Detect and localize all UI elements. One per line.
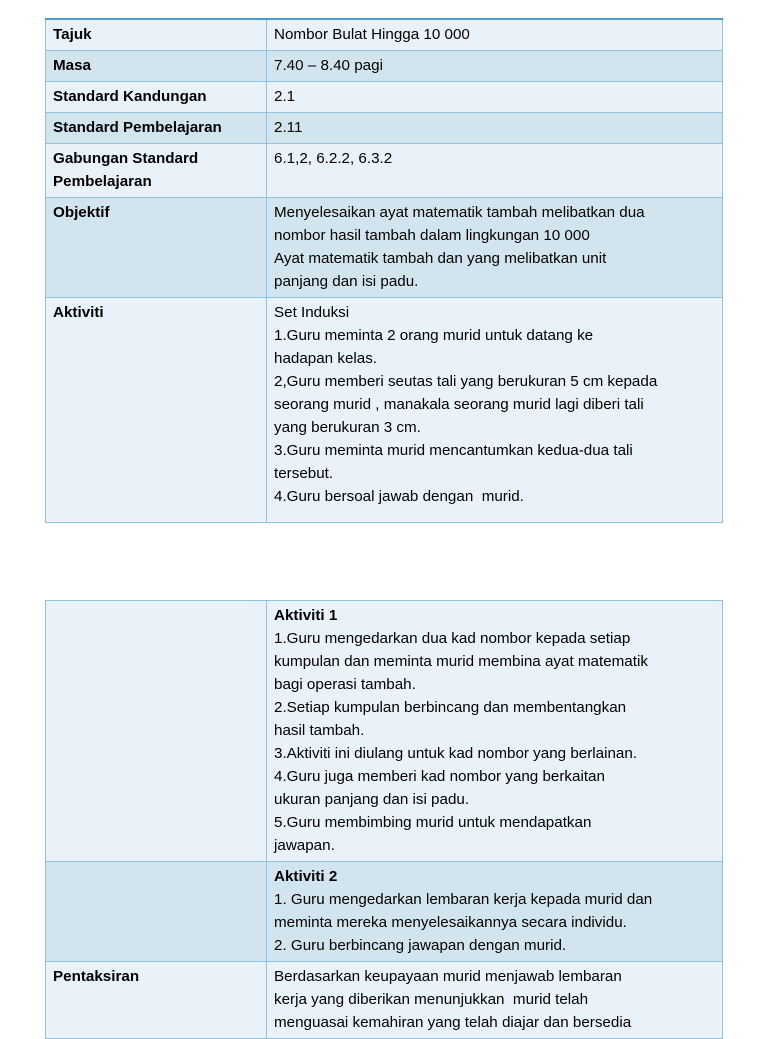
- row-value: [267, 601, 723, 862]
- activity-title: Aktiviti 1: [274, 607, 338, 624]
- value-line: nombor hasil tambah dalam lingkungan 10 000: [274, 227, 590, 244]
- value-line: Set Induksi: [274, 304, 350, 321]
- row-value: [267, 113, 723, 144]
- table-row-objektif: [46, 198, 723, 298]
- value-line: Nombor Bulat Hingga 10 000: [274, 26, 470, 43]
- label-line: Pembelajaran: [53, 173, 152, 190]
- value-line: hasil tambah.: [274, 722, 365, 739]
- value-line: 1. Guru mengedarkan lembaran kerja kepada murid dan: [274, 891, 653, 908]
- table-row-gabungan-standard: [46, 144, 723, 198]
- value-line: 4.Guru juga memberi kad nombor yang berkaitan: [274, 768, 605, 785]
- value-line: 3.Guru meminta murid mencantumkan kedua-dua tali: [274, 442, 633, 459]
- row-value: [267, 51, 723, 82]
- value-line: 1.Guru mengedarkan dua kad nombor kepada setiap: [274, 630, 631, 647]
- row-value: [267, 198, 723, 298]
- value-line: 2. Guru berbincang jawapan dengan murid.: [274, 937, 567, 954]
- row-label: Objektif: [46, 198, 267, 298]
- value-line: 2.Setiap kumpulan berbincang dan membentangkan: [274, 699, 627, 716]
- value-line: Menyelesaikan ayat matematik tambah melibatkan dua: [274, 204, 645, 221]
- row-label: Standard Pembelajaran: [46, 113, 267, 144]
- row-label: [46, 862, 267, 962]
- table-row-standard-kandungan: [46, 82, 723, 113]
- value-line: kerja yang diberikan menunjukkan murid telah: [274, 991, 589, 1008]
- value-line: menguasai kemahiran yang telah diajar dan bersedia: [274, 1014, 632, 1031]
- value-line: tersebut.: [274, 465, 334, 482]
- table-row-pentaksiran: [46, 962, 723, 1039]
- row-label: [46, 601, 267, 862]
- row-label: Aktiviti: [46, 298, 267, 523]
- value-line: 5.Guru membimbing murid untuk mendapatkan: [274, 814, 592, 831]
- value-line: 3.Aktiviti ini diulang untuk kad nombor yang berlainan.: [274, 745, 638, 762]
- row-label: Tajuk: [46, 19, 267, 51]
- table-row-masa: [46, 51, 723, 82]
- value-line: ukuran panjang dan isi padu.: [274, 791, 470, 808]
- table-row-standard-pembelajaran: [46, 113, 723, 144]
- value-line: 6.1,2, 6.2.2, 6.3.2: [274, 150, 393, 167]
- value-line: bagi operasi tambah.: [274, 676, 416, 693]
- table-row-aktiviti-2: [46, 862, 723, 962]
- value-line: 1.Guru meminta 2 orang murid untuk datang ke: [274, 327, 594, 344]
- row-label: [46, 144, 267, 198]
- value-line: Ayat matematik tambah dan yang melibatkan unit: [274, 250, 607, 267]
- row-value: [267, 962, 723, 1039]
- value-line: meminta mereka menyelesaikannya secara individu.: [274, 914, 627, 931]
- row-value: [267, 19, 723, 51]
- value-line: 2.1: [274, 88, 296, 105]
- value-line: seorang murid , manakala seorang murid lagi diberi tali: [274, 396, 644, 413]
- row-label: Pentaksiran: [46, 962, 267, 1039]
- value-line: Berdasarkan keupayaan murid menjawab lembaran: [274, 968, 622, 985]
- value-line: kumpulan dan meminta murid membina ayat matematik: [274, 653, 648, 670]
- row-value: [267, 862, 723, 962]
- label-line: Gabungan Standard: [53, 150, 199, 167]
- table-row-aktiviti: [46, 298, 723, 523]
- activities-table: [45, 600, 723, 1039]
- table-row-tajuk: [46, 19, 723, 51]
- value-line: 2.11: [274, 119, 303, 136]
- table-row-aktiviti-1: [46, 601, 723, 862]
- value-line: hadapan kelas.: [274, 350, 378, 367]
- activity-title: Aktiviti 2: [274, 868, 338, 885]
- value-line: panjang dan isi padu.: [274, 273, 419, 290]
- value-line: 2,Guru memberi seutas tali yang berukuran 5 cm kepada: [274, 373, 658, 390]
- value-line: 4.Guru bersoal jawab dengan murid.: [274, 488, 524, 505]
- value-line: jawapan.: [274, 837, 335, 854]
- row-value: [267, 144, 723, 198]
- row-label: Masa: [46, 51, 267, 82]
- lesson-plan-table: [45, 18, 723, 523]
- row-label: Standard Kandungan: [46, 82, 267, 113]
- row-value: [267, 298, 723, 523]
- value-line: 7.40 – 8.40 pagi: [274, 57, 383, 74]
- value-line: yang berukuran 3 cm.: [274, 419, 421, 436]
- row-value: [267, 82, 723, 113]
